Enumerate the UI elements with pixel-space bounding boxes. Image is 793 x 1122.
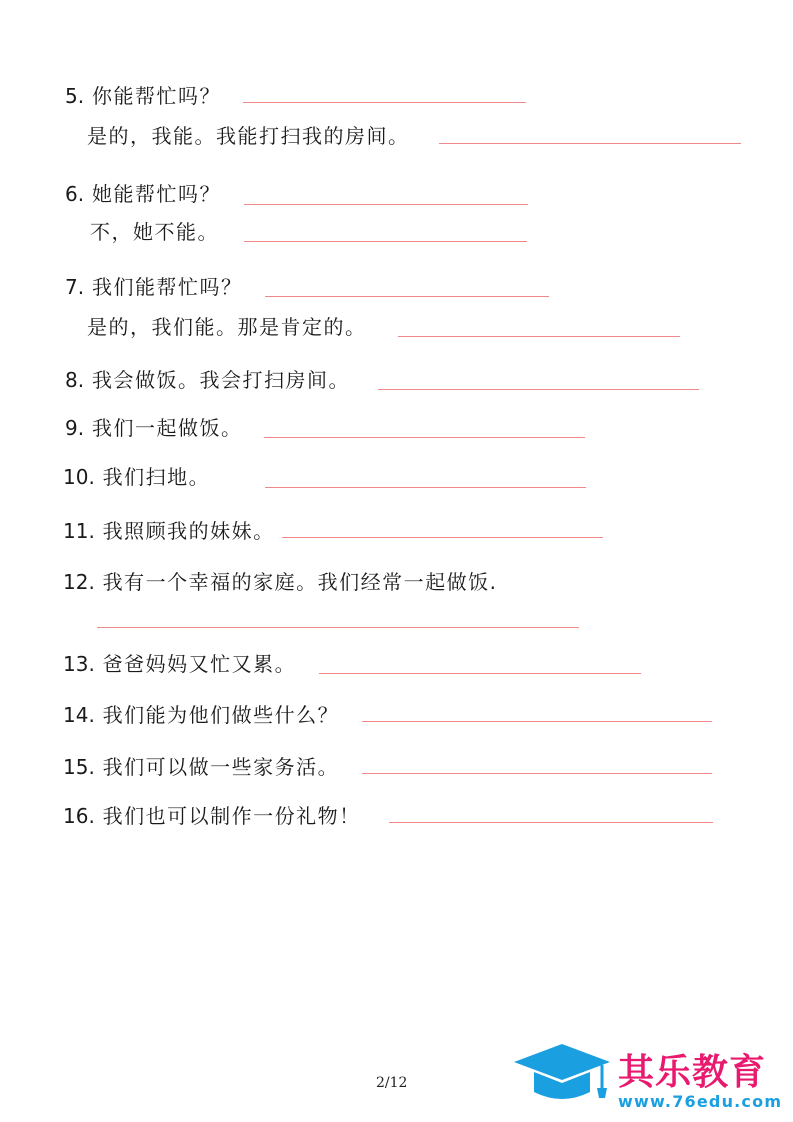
answer-blank[interactable] (319, 673, 641, 674)
item-text: 我们一起做饭。 (91, 416, 243, 440)
item-6-answer (90, 220, 219, 244)
item-number: 9. (65, 416, 85, 440)
answer-blank[interactable] (398, 336, 680, 337)
item-number: 10. (63, 465, 95, 489)
item-text: 是的，我能。我能打扫我的房间。 (87, 124, 410, 148)
item-text: 她能帮忙吗？ (91, 182, 221, 206)
item-11-question (63, 519, 275, 543)
item-9-question (65, 416, 242, 440)
item-text: 我有一个幸福的家庭。我们经常一起做饭. (102, 570, 498, 594)
brand-logo (510, 1040, 790, 1116)
page-number: 2/12 (376, 1075, 408, 1091)
item-number: 5. (65, 84, 85, 108)
item-number: 15. (63, 755, 95, 779)
item-number: 6. (65, 182, 85, 206)
brand-name: 其乐教育 (618, 1052, 767, 1093)
answer-blank[interactable] (282, 537, 603, 538)
item-number: 14. (63, 703, 95, 727)
answer-blank[interactable] (264, 437, 585, 438)
item-text: 爸爸妈妈又忙又累。 (102, 652, 297, 676)
item-14-question (63, 703, 339, 727)
item-6-question (65, 182, 221, 206)
answer-blank[interactable] (244, 241, 527, 242)
item-15-question (63, 755, 339, 779)
item-text: 是的，我们能。那是肯定的。 (87, 315, 367, 339)
item-5-question (65, 84, 221, 108)
item-10-question (63, 465, 210, 489)
item-16-question (63, 804, 361, 828)
item-text: 我照顾我的妹妹。 (102, 519, 275, 543)
item-number: 12. (63, 570, 95, 594)
item-number: 7. (65, 275, 85, 299)
item-text: 我们扫地。 (102, 465, 211, 489)
item-13-question (63, 652, 296, 676)
answer-blank[interactable] (389, 822, 713, 823)
answer-blank[interactable] (362, 721, 712, 722)
item-5-answer (87, 124, 410, 148)
item-text: 不，她不能。 (90, 220, 219, 244)
answer-blank[interactable] (265, 296, 549, 297)
item-number: 16. (63, 804, 95, 828)
answer-blank[interactable] (243, 102, 526, 103)
answer-blank[interactable] (378, 389, 699, 390)
item-8-question (65, 368, 350, 392)
item-text: 我们能帮忙吗？ (91, 275, 243, 299)
graduation-cap-icon (510, 1040, 614, 1116)
item-text: 我会做饭。我会打扫房间。 (91, 368, 350, 392)
item-7-question (65, 275, 242, 299)
item-text: 我们也可以制作一份礼物！ (102, 804, 361, 828)
answer-blank[interactable] (362, 773, 712, 774)
answer-blank[interactable] (439, 143, 741, 144)
item-number: 8. (65, 368, 85, 392)
item-12-question (63, 570, 498, 594)
brand-url[interactable]: www.76edu.com (618, 1092, 783, 1111)
answer-blank[interactable] (265, 487, 586, 488)
item-text: 我们能为他们做些什么？ (102, 703, 340, 727)
answer-blank[interactable] (244, 204, 528, 205)
answer-blank[interactable] (97, 627, 579, 628)
item-number: 11. (63, 519, 95, 543)
item-7-answer (87, 315, 367, 339)
item-text: 我们可以做一些家务活。 (102, 755, 340, 779)
item-number: 13. (63, 652, 95, 676)
item-text: 你能帮忙吗？ (91, 84, 221, 108)
